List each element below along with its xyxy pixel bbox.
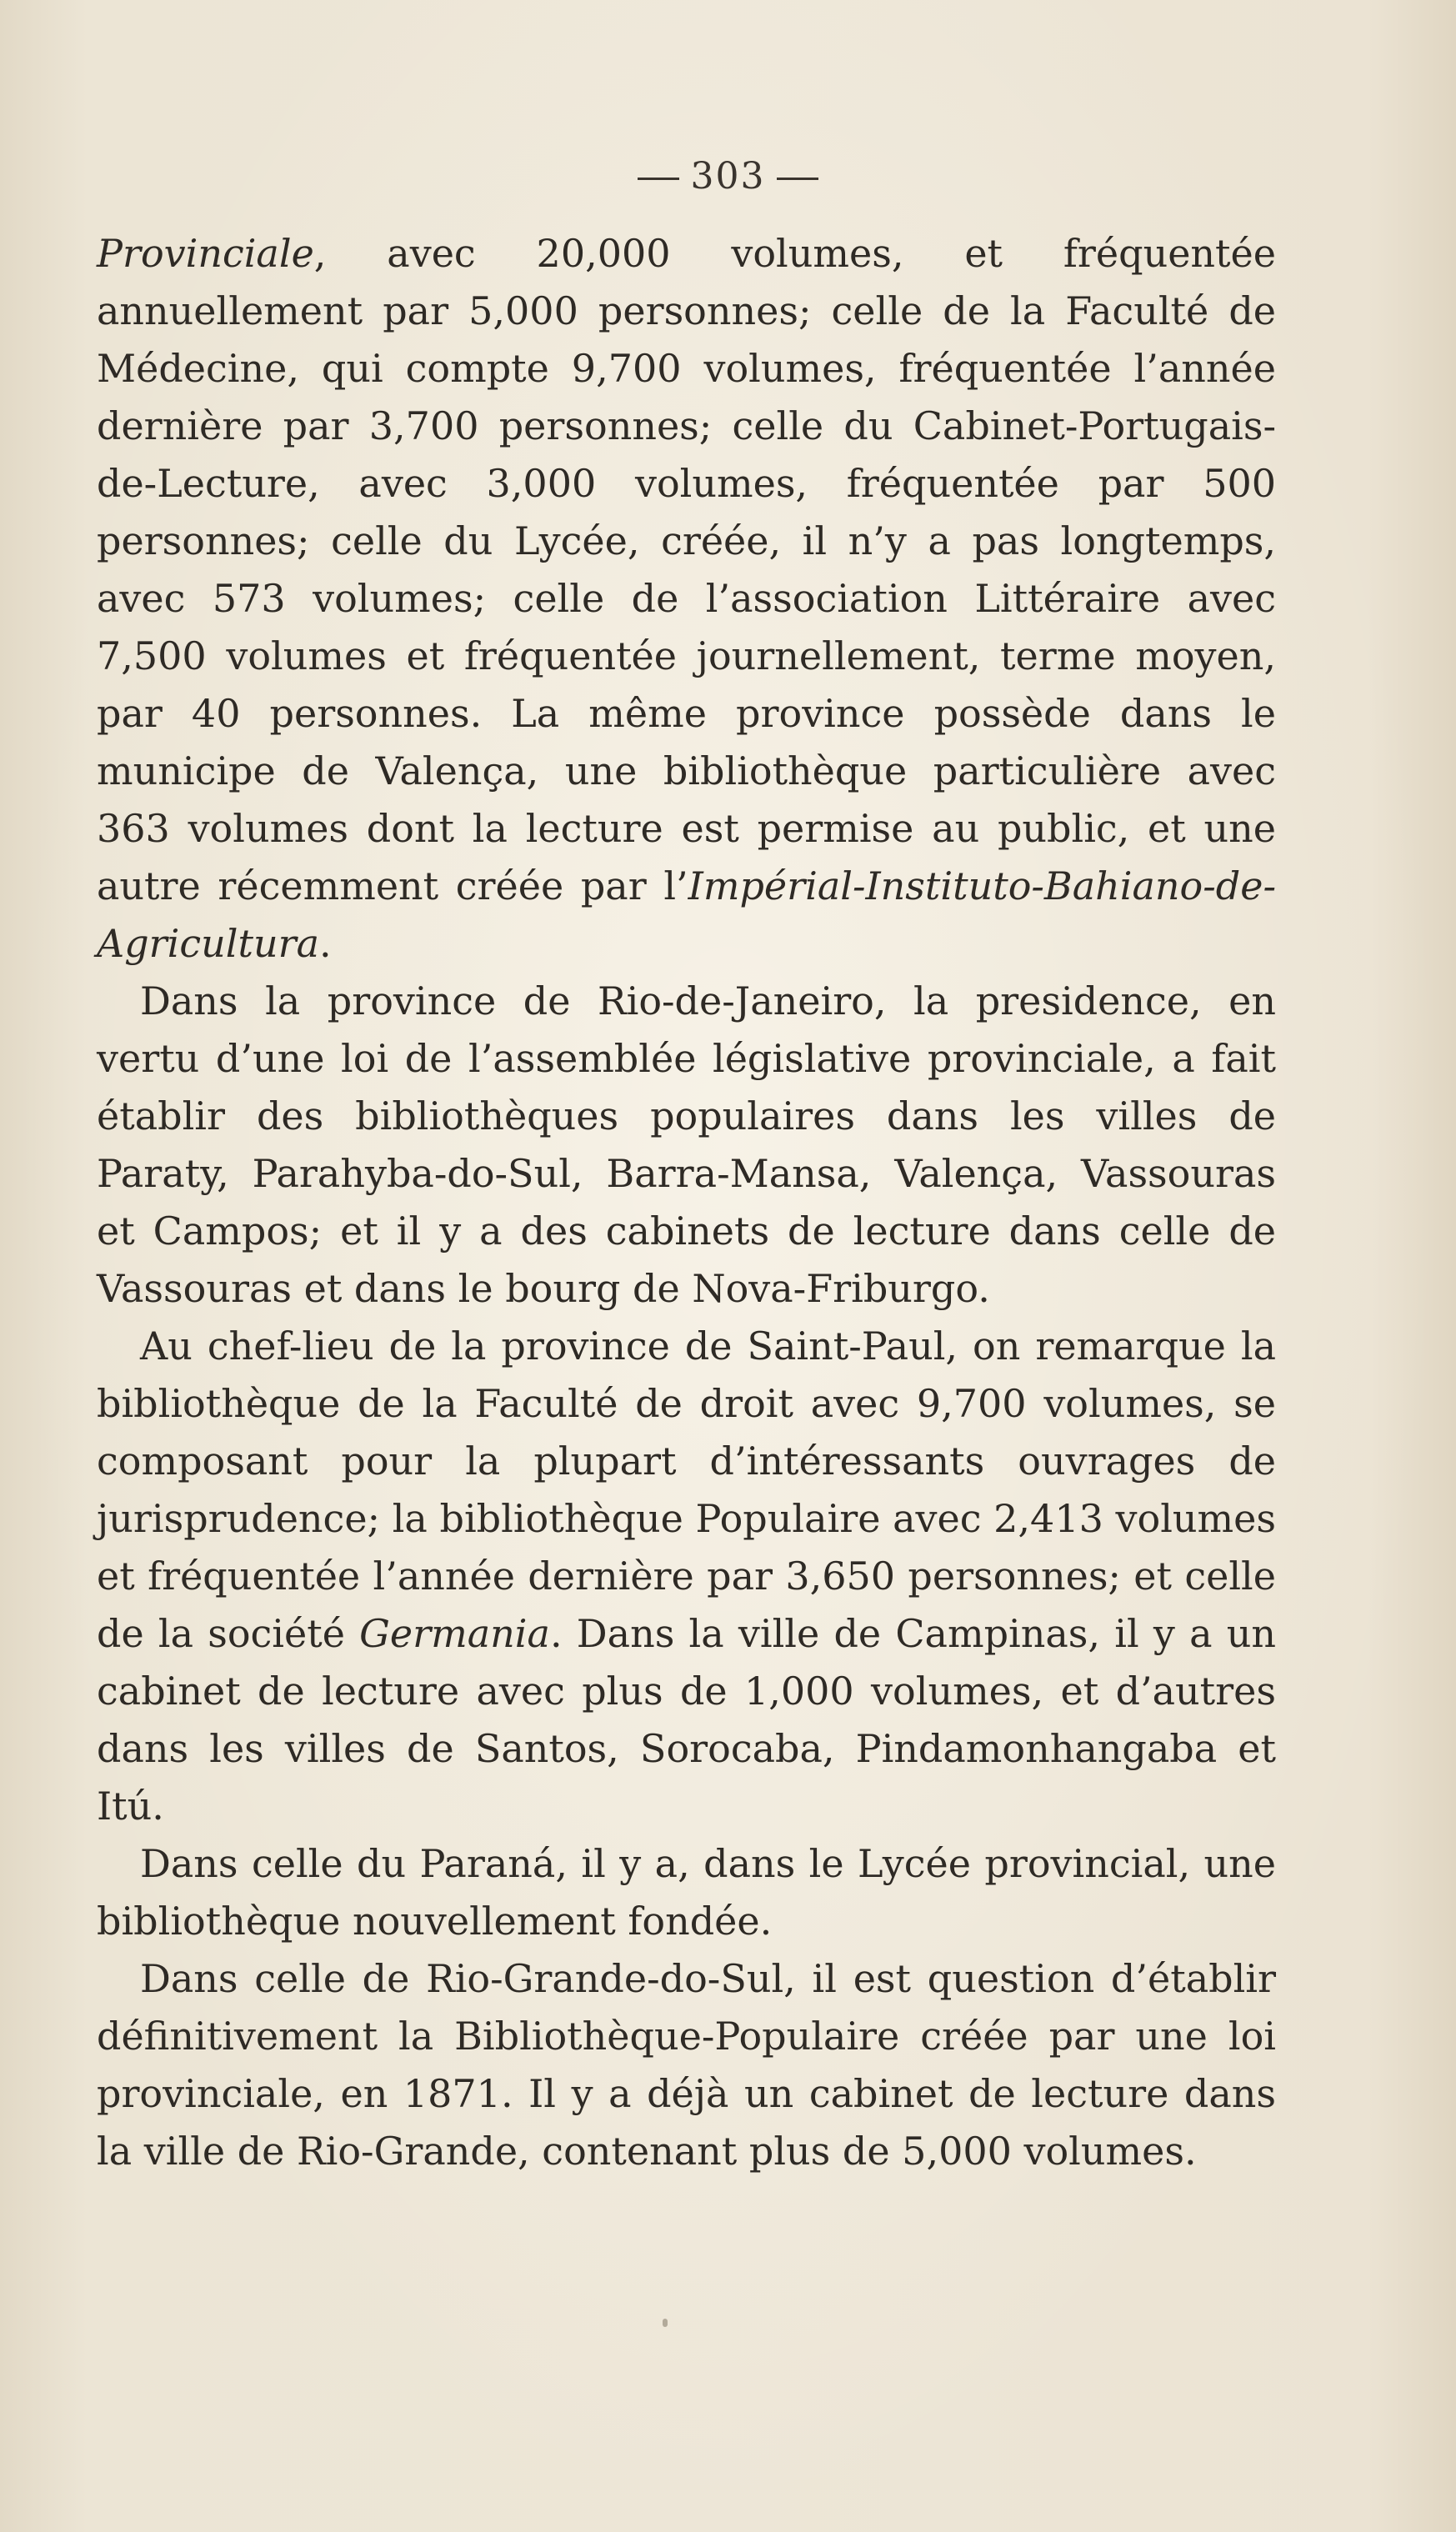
text-segment: Germania (359, 1611, 550, 1656)
text-segment: Dans celle de Rio-Grande-do-Sul, il est question d’établir définitivement la Bibliothèque-Populaire créée par une loi provinciale, en 1871. Il y a déjà un cabinet de lecture dans la ville de Rio-Grande, contenant plus de 5,000 volumes. (97, 1956, 1276, 2174)
text-segment: Dans la province de Rio-de-Janeiro, la presidence, en vertu d’une loi de l’assemblée législative provinciale, a fait établir des bibliothèques populaires dans les villes de Paraty, Parahyba-do-Sul, Barra-Mansa, Valença, Vassouras et Campos; et il y a des cabinets de lecture dans celle de Vassouras et dans le bourg de Nova-Friburgo. (97, 978, 1276, 1311)
text-segment: Impérial-Instituto-Bahiano-de-Agricultura (97, 863, 1276, 966)
body-text (97, 225, 1276, 2180)
paragraph-3 (97, 1318, 1276, 1835)
paragraph-4 (97, 1835, 1276, 1950)
paragraph-1 (97, 225, 1276, 973)
text-segment: Provinciale (97, 231, 314, 276)
text-segment: . Dans la ville de Campinas, il y a un cabinet de lecture avec plus de 1,000 volumes, et d’autres dans les villes de Santos, Sorocaba, Pindamonhangaba et Itú. (97, 1611, 1276, 1829)
ink-speck (663, 2319, 668, 2327)
text-segment: Dans celle du Paraná, il y a, dans le Lycée provincial, une bibliothèque nouvellement fondée. (97, 1841, 1276, 1944)
page-number: 303 (690, 155, 766, 198)
page-number-header (0, 155, 1456, 198)
paragraph-2 (97, 973, 1276, 1318)
left-dash (638, 178, 679, 180)
right-dash (777, 178, 818, 180)
text-segment: . (319, 921, 332, 966)
paragraph-5 (97, 1950, 1276, 2180)
text-segment: Au chef-lieu de la province de Saint-Paul, on remarque la bibliothèque de la Faculté de droit avec 9,700 volumes, se composant pour la plupart d’intéressants ouvrages de jurisprudence; la bibliothèque Populaire avec 2,413 volumes et fréquentée l’année dernière par 3,650 personnes; et celle de la société (97, 1324, 1276, 1656)
text-segment: , avec 20,000 volumes, et fréquentée annuellement par 5,000 personnes; celle de la Faculté de Médecine, qui compte 9,700 volumes, fréquentée l’année dernière par 3,700 personnes; celle du Cabinet-Portugais-de-Lecture, avec 3,000 volumes, fréquentée par 500 personnes; celle du Lycée, créée, il n’y a pas longtemps, avec 573 volumes; celle de l’association Littéraire avec 7,500 volumes et fréquentée journellement, terme moyen, par 40 personnes. La même province possède dans le municipe de Valença, une bibliothèque particulière avec 363 volumes dont la lecture est permise au public, et une autre récemment créée par l’ (97, 231, 1276, 908)
